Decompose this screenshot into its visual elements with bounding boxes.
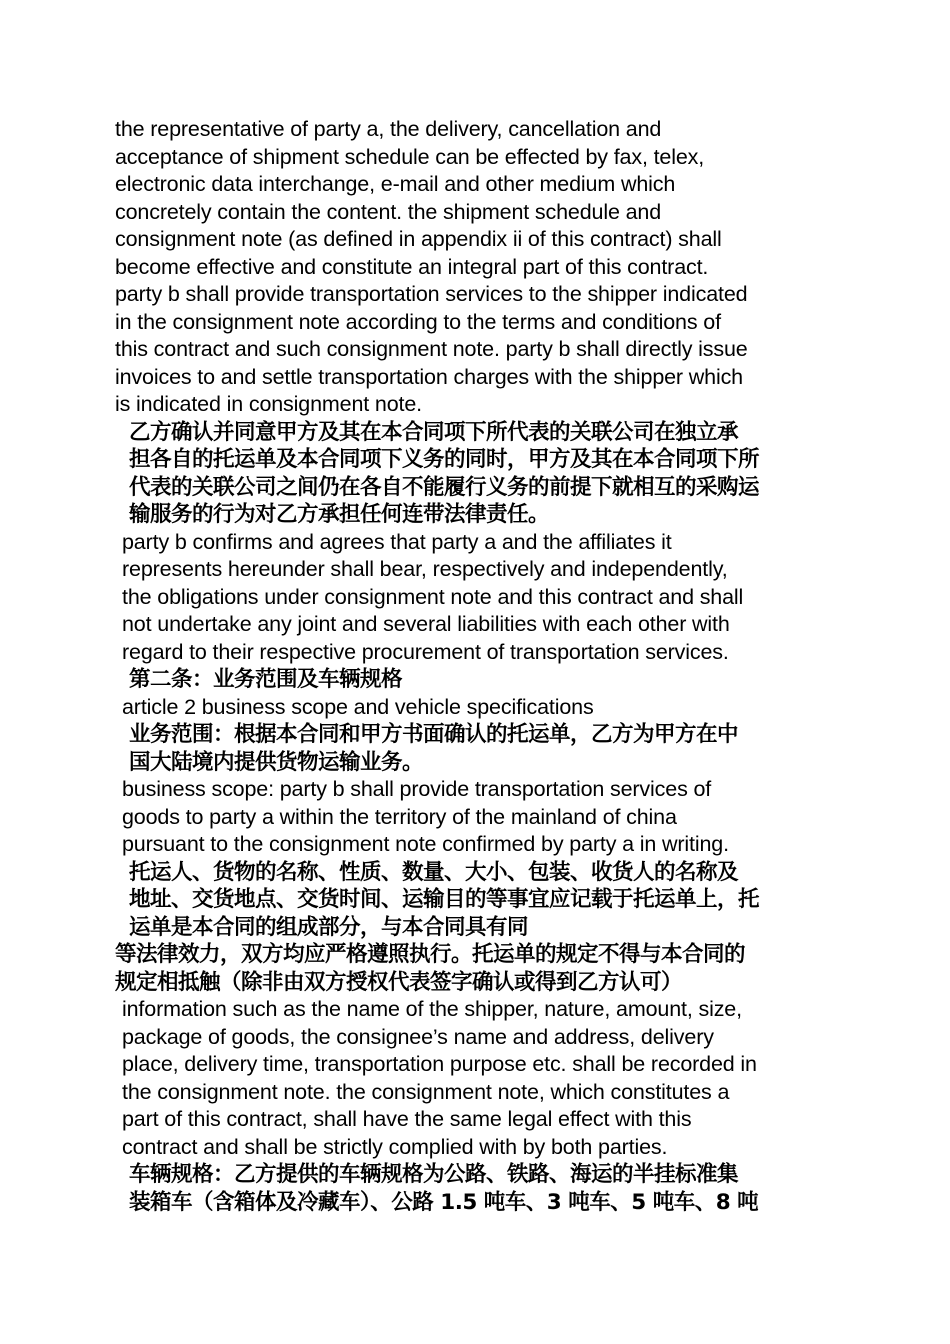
text-line: 第二条：业务范围及车辆规格: [129, 667, 403, 692]
document-page: [115, 116, 840, 1216]
text-line: 托运人、货物的名称、性质、数量、大小、包装、收货人的名称及: [129, 859, 739, 885]
text-line: represents hereunder shall bear, respectively and independently,: [122, 557, 728, 581]
text-line: party b shall provide transportation services to the shipper indicated: [115, 282, 748, 306]
text-line: goods to party a within the territory of the mainland of china: [122, 804, 677, 829]
text-line: consignment note (as defined in appendix ii of this contract) shall: [115, 227, 722, 251]
english-paragraph: [115, 694, 840, 722]
text-line: pursuant to the consignment note confirmed by party a in writing.: [122, 832, 729, 856]
text-line: 车辆规格：乙方提供的车辆规格为公路、铁路、海运的半挂标准集: [129, 1162, 739, 1187]
english-paragraph: [115, 996, 840, 1161]
english-paragraph: [115, 529, 840, 667]
text-line: 担各自的托运单及本合同项下义务的同时，甲方及其在本合同项下所: [129, 447, 760, 472]
text-line: not undertake any joint and several liabilities with each other with: [122, 612, 730, 636]
text-line: 输服务的行为对乙方承担任何连带法律责任。: [129, 502, 550, 527]
text-line: package of goods, the consignee’s name and address, delivery: [122, 1024, 714, 1049]
text-line: 装箱车（含箱体及冷藏车）、公路 1.5 吨车、3 吨车、5 吨车、8 吨: [129, 1189, 759, 1215]
text-line: the consignment note. the consignment note, which constitutes a: [122, 1079, 730, 1104]
text-line: concretely contain the content. the shipment schedule and: [115, 199, 662, 224]
text-line: 运单是本合同的组成部分，与本合同具有同: [129, 914, 529, 940]
text-line: 乙方确认并同意甲方及其在本合同项下所代表的关联公司在独立承: [129, 419, 739, 445]
chinese-paragraph: [115, 419, 840, 529]
text-line: the obligations under consignment note and this contract and shall: [122, 584, 744, 609]
english-paragraph: [115, 776, 840, 859]
text-line: 规定相抵触（除非由双方授权代表签字确认或得到乙方认可）: [115, 969, 683, 995]
chinese-paragraph: [115, 721, 840, 776]
text-line: article 2 business scope and vehicle specifications: [122, 694, 594, 719]
text-line: contract and shall be strictly complied with by both parties.: [122, 1134, 668, 1159]
text-line: the representative of party a, the delivery, cancellation and: [115, 117, 662, 141]
chinese-paragraph: [115, 666, 840, 694]
text-line: regard to their respective procurement of transportation services.: [122, 639, 729, 664]
chinese-paragraph: [115, 941, 840, 996]
text-line: 等法律效力，双方均应严格遵照执行。托运单的规定不得与本合同的: [115, 942, 746, 967]
english-paragraph: [115, 116, 840, 419]
text-line: 代表的关联公司之间仍在各自不能履行义务的前提下就相互的采购运: [129, 474, 760, 500]
text-line: electronic data interchange, e-mail and other medium which: [115, 172, 676, 196]
text-line: is indicated in consignment note.: [115, 392, 422, 416]
text-line: business scope: party b shall provide transportation services of: [122, 777, 712, 801]
text-line: 国大陆境内提供货物运输业务。: [129, 749, 424, 775]
text-line: acceptance of shipment schedule can be effected by fax, telex,: [115, 144, 705, 169]
text-line: 地址、交货地点、交货时间、运输目的等事宜应记载于托运单上，托: [129, 887, 760, 912]
text-line: party b confirms and agrees that party a and the affiliates it: [122, 529, 672, 554]
text-line: information such as the name of the shipper, nature, amount, size,: [122, 997, 742, 1021]
text-line: become effective and constitute an integral part of this contract.: [115, 254, 709, 279]
text-line: part of this contract, shall have the same legal effect with this: [122, 1107, 692, 1131]
text-line: in the consignment note according to the terms and conditions of: [115, 309, 721, 334]
text-line: invoices to and settle transportation charges with the shipper which: [115, 364, 743, 389]
chinese-paragraph: [115, 1161, 840, 1216]
text-line: this contract and such consignment note. party b shall directly issue: [115, 337, 748, 361]
text-line: 业务范围：根据本合同和甲方书面确认的托运单，乙方为甲方在中: [129, 722, 739, 747]
chinese-paragraph: [115, 859, 840, 942]
text-line: place, delivery time, transportation purpose etc. shall be recorded in: [122, 1052, 757, 1076]
